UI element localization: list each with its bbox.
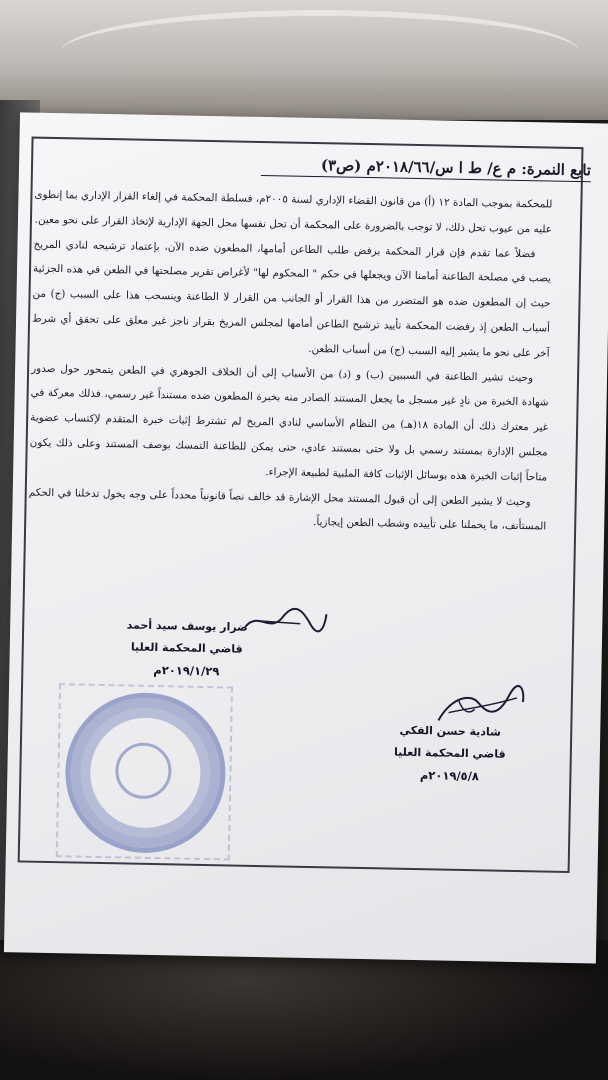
judge-title-2: قاضي المحكمة العليا: [393, 745, 506, 761]
background-top: [0, 0, 608, 120]
signature-date-1: ٢٠١٩/١/٢٩م: [153, 662, 220, 679]
judge-title-1: قاضي المحكمة العليا: [130, 640, 243, 656]
paragraph-3: وحيث تشير الطاعنة في السببين (ب) و (د) من الأسباب إلى أن الخلاف الجوهري في الطعن يتمحور حول صدور شهادة الخبرة من نادٍ غير مسجل ما يجعل المستند الصادر منه بخبرة المطعون ضده مستنداً غير رسمي، فذلك معركة في غير معترك ذلك أن المادة ١٨(هـ) من النظام الأساسي لنادي المريخ لم تشترط إثبات خبرة المتقدم لإكتساب عضوية مجلس الإدارة بمستند رسمي بل ولا حتى بمستند عادي، حتى يمكن للطاعنة التمسك بوصف المستند وعلى ذلك يكون متاحاً إثبات الخبرة هذه بوسائل الإثبات كافة الملبية لطبيعة الإجراء.: [29, 362, 549, 484]
judge-name-2: شادية حسن الفكي: [399, 723, 502, 739]
document-page: [4, 112, 608, 963]
paragraph-4: وحيث لا يشير الطعن إلى أن قبول المستند محل الإشارة قد خالف نصاً قانونياً محدداً على وجه يخول تدخلنا في الحكم المستأنف، ما يحملنا على تأييده وشطب الطعن إيجازياً.: [28, 486, 547, 533]
paragraph-2: فضلاً عما تقدم فإن قرار المحكمة برفض طلب الطاعن أمامها، المطعون ضده الآن، بإعتماد ترشيحه لنادي المريخ يصب في مصلحة الطاعنة أمامنا الآن ويجعلها في حكم " المحكوم لها" لأغراض تقرير مصلحتها في الطعن في هذه الجزئية حيث إن المطعون ضده هو المتضرر من هذا القرار أو الجانب من القرار لا الطاعنة وينسحب هذا على السبب (ج) من أسباب الطعن إذ رفضت المحكمة تأييد ترشيح الطاعن أمامها لمجلس المريخ بقرار ناجز غير معلق على تحقق أي شرط آخر على نحو ما يشير إليه السبب (ج) من أسباب الطعن.: [31, 238, 552, 360]
seal-emblem-icon: [115, 742, 172, 799]
document-body: [28, 183, 553, 540]
signature-block-2: [379, 719, 520, 788]
judge-name-1: ضرار يوسف سيد أحمد: [126, 618, 248, 634]
document-header: تابع النمرة: م ع/ ط ا س/٢٠١٨/٦٦م (ص٣): [261, 155, 591, 182]
signature-date-2: ٢٠١٩/٥/٨م: [419, 768, 479, 784]
signature-block-1: [101, 614, 272, 683]
paragraph-1: للمحكمة بموجب المادة ١٢ (أ) من قانون القضاء الإداري لسنة ٢٠٠٥م، فسلطة المحكمة في إلغاء القرار الإداري بما إنطوى عليه من عيوب تحل ذلك، لا توجب بالضرورة على المحكمة أن تحل نفسها محل الجهة الإدارية لإتخاذ القرار على نحو معين.: [34, 188, 553, 236]
